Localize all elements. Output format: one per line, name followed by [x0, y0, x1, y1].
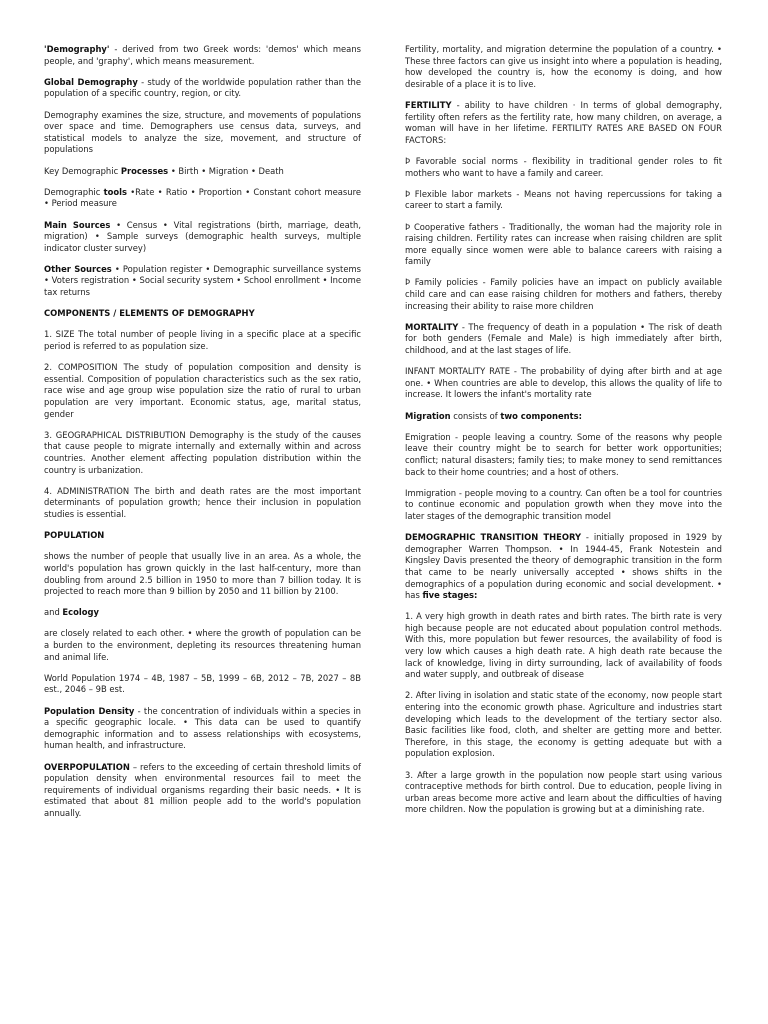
left-paragraph [44, 220, 361, 255]
bold-term: MORTALITY [405, 321, 459, 332]
right-paragraph [405, 100, 722, 146]
left-paragraph [44, 166, 361, 178]
paragraph-text: • Census • Vital registrations (birth, marriage, death, migration) • Sample surveys (demographic health surveys, multiple indicator cluster survey) [44, 219, 361, 253]
left-paragraph [44, 430, 361, 476]
left-paragraph [44, 486, 361, 521]
left-paragraph [44, 44, 361, 67]
paragraph-text: 3. After a large growth in the population now people start using various contraceptive methods for birth control. Due to education, people living in urban areas become more active and learn about the difficulties of having more children. Now the population is growing but at a diminishing rate. [405, 769, 722, 815]
right-paragraph [405, 44, 722, 90]
paragraph-text: Þ Flexible labor markets - Means not having repercussions for taking a career to start a family. [405, 188, 722, 211]
right-paragraph [405, 189, 722, 212]
left-column [44, 44, 361, 829]
paragraph-text: are closely related to each other. • where the growth of population can be a burden to the environment, depleting its resources threatening human and animal life. [44, 628, 361, 662]
paragraph-text: Emigration - people leaving a country. Some of the reasons why people leave their country might be to search for better work opportunities; conflict; natural disasters; family ties; to make money to send remittances back to their home countries; and a host of others. [405, 431, 722, 477]
bold-term: COMPONENTS / ELEMENTS OF DEMOGRAPHY [44, 308, 255, 319]
left-paragraph [44, 308, 361, 320]
paragraph-text: 2. COMPOSITION The study of population composition and density is essential. Composition of population characteristics such as the sex ratio, race wise and age group wise population size the ratio of rural to urban population are very important. Economic status, age, marital status, gender [44, 362, 361, 419]
left-paragraph [44, 530, 361, 542]
bold-term: Processes [120, 165, 169, 176]
paragraph-text: Þ Cooperative fathers - Traditionally, the woman had the majority role in raising children. Fertility rates can increase when raising children are split more equally since women were able to balance careers with raising a family [405, 221, 722, 267]
right-paragraph [405, 322, 722, 357]
bold-term: tools [103, 186, 127, 197]
bold-term: 'Demography' [44, 44, 110, 54]
paragraph-text: Immigration - people moving to a country. Can often be a tool for countries to continue economic and population growth when they move into the later stages of the demographic transition model [405, 487, 722, 521]
paragraph-text: - the concentration of individuals within a species in a specific geographic locale. • This data can be used to quantify demographic information and to assess relationships with ecosystems, human health, and infrastructure. [44, 705, 361, 751]
bold-term: five stages: [422, 590, 478, 601]
left-paragraph [44, 264, 361, 299]
right-paragraph [405, 432, 722, 478]
bold-term: DEMOGRAPHIC TRANSITION THEORY [405, 532, 582, 543]
bold-term: OVERPOPULATION [44, 761, 130, 772]
paragraph-text: 2. After living in isolation and static state of the economy, now people start entering into the economic growth phase. Agriculture and industries start developing which leads to the development of the tertiary sector also. Basic facilities like food, cloth, and shelter are getting more and better. Therefore, in this stage, the economy is getting adequate but with a population explosion. [405, 690, 722, 759]
bold-term: Other Sources [44, 263, 112, 274]
paragraph-text: shows the number of people that usually live in an area. As a whole, the world's population has grown quickly in the last half-century, more than doubling from around 2.5 billion in 1950 to more than 7 billion today. It is projected to reach more than 9 billion by 2050 and 11 billion by 2100. [44, 551, 361, 597]
bold-term: Main Sources [44, 219, 111, 230]
bold-term: Global Demography [44, 76, 138, 87]
left-paragraph [44, 673, 361, 696]
paragraph-text: - ability to have children · In terms of global demography, fertility often refers as the fertility rate, how many children, on average, a woman will have in her lifetime. FERTILITY RATES ARE BASED ON FOUR FACTORS: [405, 99, 722, 145]
bold-term: Ecology [62, 607, 99, 618]
right-paragraph [405, 156, 722, 179]
paragraph-text: World Population 1974 – 4B, 1987 – 5B, 1999 – 6B, 2012 – 7B, 2027 – 8B est., 2046 – 9B est. [44, 672, 361, 695]
left-paragraph [44, 329, 361, 352]
left-paragraph [44, 607, 361, 619]
paragraph-text: Þ Family policies - Family policies have an impact on publicly available child care and can ease raising children for mothers and fathers, thereby increasing their ability to raise more children [405, 277, 722, 311]
paragraph-text: - initially proposed in 1929 by demographer Warren Thompson. • In 1944-45, Frank Notestein and Kingsley Davis presented the theory of demographic transition in the form that came to be nearly universally accepted • shows shifts in the demographics of a population during economic and social development. • has [405, 532, 722, 601]
paragraph-text: Fertility, mortality, and migration determine the population of a country. • These three factors can give us insight into where a population is heading, how developed the country is, how the economy is doing, and how desirable of a place it is to live. [405, 44, 722, 89]
left-paragraph [44, 706, 361, 752]
left-paragraph [44, 551, 361, 597]
paragraph-text: • Birth • Migration • Death [168, 165, 284, 176]
paragraph-text: •Rate • Ratio • Proportion • Constant cohort measure • Period measure [44, 186, 361, 209]
paragraph-text: Demography examines the size, structure, and movements of populations over space and time. Demographers use census data, surveys, and statistical models to analyze the size, movement, and structure of populations [44, 109, 361, 155]
right-paragraph [405, 488, 722, 523]
right-paragraph [405, 366, 722, 401]
bold-term: Migration [405, 410, 451, 421]
paragraph-text: INFANT MORTALITY RATE - The probability of dying after birth and at age one. • When countries are able to develop, this allows the quality of life to increase. It lowers the infant's mortality rate [405, 366, 722, 400]
right-paragraph [405, 277, 722, 312]
paragraph-text: 1. A very high growth in death rates and birth rates. The birth rate is very high because people are not educated about population control methods. With this, more population but fewer resources, the availability of food is very low which causes a high death rate. A high death rate because the lack of knowledge, living in dirty surrounding, lack of availability of foods and water supply, and outbreak of disease [405, 611, 722, 680]
right-paragraph [405, 411, 722, 423]
right-paragraph [405, 532, 722, 602]
paragraph-text: consists of [450, 410, 501, 421]
paragraph-text: and [44, 607, 63, 618]
paragraph-text: 3. GEOGRAPHICAL DISTRIBUTION Demography is the study of the causes that cause people to migrate internally and externally within and across countries. Another element affecting population distribution within the country is urbanization. [44, 429, 361, 475]
bold-term: Population Density [44, 705, 135, 716]
left-paragraph [44, 110, 361, 156]
right-paragraph [405, 690, 722, 760]
paragraph-text: 4. ADMINISTRATION The birth and death rates are the most important determinants of population growth; hence their inclusion in population studies is essential. [44, 485, 361, 519]
paragraph-text: • Population register • Demographic surveillance systems • Voters registration • Social security system • School enrollment • Income tax returns [44, 263, 362, 298]
paragraph-text: Key Demographic [44, 165, 121, 176]
bold-term: FERTILITY [405, 99, 452, 110]
left-paragraph [44, 362, 361, 420]
left-paragraph [44, 187, 361, 210]
right-paragraph [405, 770, 722, 816]
paragraph-text: – refers to the exceeding of certain threshold limits of population density when environmental resources fail to meet the requirements of individual organisms regarding their basic needs. • It is estimated that about 81 million people add to the world's population annually. [44, 761, 361, 818]
left-paragraph [44, 628, 361, 663]
right-column [405, 44, 722, 826]
paragraph-text: 1. SIZE The total number of people living in a specific place at a specific period is referred to as population size. [44, 329, 361, 352]
bold-term: two components: [500, 410, 582, 421]
left-paragraph [44, 762, 361, 820]
paragraph-text: - study of the worldwide population rather than the population of a specific country, region, or city. [44, 76, 361, 99]
bold-term: POPULATION [44, 530, 105, 541]
right-paragraph [405, 222, 722, 268]
right-paragraph [405, 611, 722, 681]
paragraph-text: - derived from two Greek words: 'demos' which means people, and 'graphy', which means measurement. [44, 44, 361, 66]
paragraph-text: - The frequency of death in a population • The risk of death for both genders (Female and Male) is high immediately after birth, childhood, and at the last stages of life. [405, 321, 722, 356]
left-paragraph [44, 77, 361, 100]
paragraph-text: Demographic [44, 186, 104, 197]
paragraph-text: Þ Favorable social norms - flexibility in traditional gender roles to fit mothers who want to have a family and career. [405, 155, 722, 178]
